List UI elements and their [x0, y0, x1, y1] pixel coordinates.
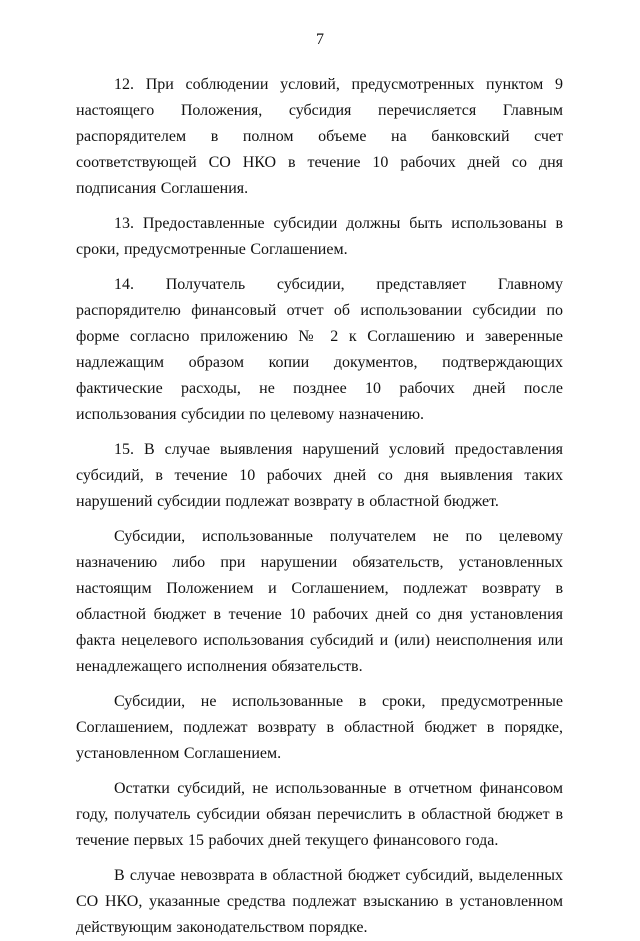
- paragraph-14: 14. Получатель субсидии, представляет Главному распорядителю финансовый отчет об использовании субсидии по форме согласно приложению № 2 к Соглашению и заверенные надлежащим образом копии документов, подтверждающих фактические расходы, не позднее 10 рабочих дней после использования субсидии по целевому назначению.: [76, 276, 563, 423]
- paragraph-13: 13. Предоставленные субсидии должны быть использованы в сроки, предусмотренные Соглашением.: [76, 215, 563, 258]
- paragraph-unused-refund: Субсидии, не использованные в сроки, предусмотренные Соглашением, подлежат возврату в областной бюджет в порядке, установленном Соглашением.: [76, 693, 563, 762]
- page-number: 7: [316, 31, 324, 48]
- paragraph-remaining-balance: Остатки субсидий, не использованные в отчетном финансовом году, получатель субсидии обязан перечислить в областной бюджет в течение первых 15 рабочих дней текущего финансового года.: [76, 780, 563, 849]
- document-body: [76, 72, 563, 941]
- paragraph-15: 15. В случае выявления нарушений условий предоставления субсидий, в течение 10 рабочих дней со дня выявления таких нарушений субсидии подлежат возврату в областной бюджет.: [76, 441, 563, 510]
- paragraph-non-return: В случае невозврата в областной бюджет субсидий, выделенных СО НКО, указанные средства подлежат взысканию в установленном действующим законодательством порядке.: [76, 867, 563, 936]
- paragraph-misuse-refund: Субсидии, использованные получателем не по целевому назначению либо при нарушении обязательств, установленных настоящим Положением и Соглашением, подлежат возврату в областной бюджет в течение 10 рабочих дней со дня установления факта нецелевого использования субсидий и (или) неисполнения или ненадлежащего исполнения обязательств.: [76, 528, 563, 675]
- paragraph-12: 12. При соблюдении условий, предусмотренных пунктом 9 настоящего Положения, субсидия перечисляется Главным распорядителем в полном объеме на банковский счет соответствующей СО НКО в течение 10 рабочих дней со дня подписания Соглашения.: [76, 76, 563, 197]
